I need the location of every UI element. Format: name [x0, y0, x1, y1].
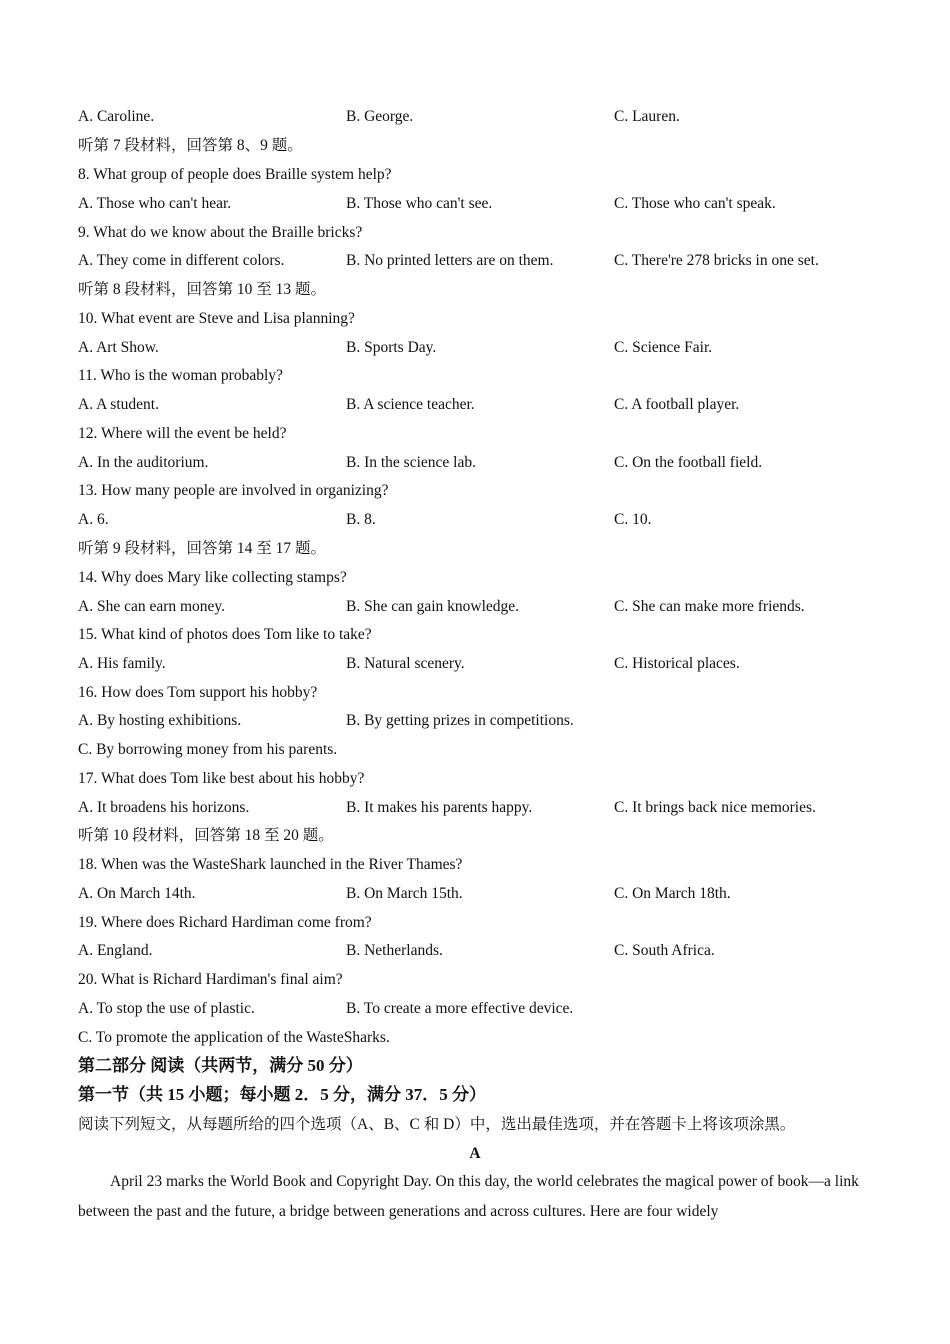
- q18-option-a: A. On March 14th.: [78, 885, 196, 902]
- section-10-heading: 听第 10 段材料，回答第 18 至 20 题。: [78, 827, 334, 844]
- q8-option-b: B. Those who can't see.: [346, 195, 493, 212]
- q8-stem: 8. What group of people does Braille system help?: [78, 166, 392, 183]
- q18-stem: 18. When was the WasteShark launched in the River Thames?: [78, 856, 463, 873]
- q7-option-b: B. George.: [346, 108, 414, 125]
- section-one-title: 第一节（共 15 小题；每小题 2．5 分，满分 37．5 分）: [78, 1085, 486, 1104]
- q18-option-c: C. On March 18th.: [614, 885, 731, 902]
- q19-option-a: A. England.: [78, 942, 153, 959]
- reading-instructions: 阅读下列短文，从每题所给的四个选项（A、B、C 和 D）中，选出最佳选项，并在答题卡上将该项涂黑。: [78, 1116, 796, 1133]
- q14-option-a: A. She can earn money.: [78, 598, 226, 615]
- q17-option-a: A. It broadens his horizons.: [78, 799, 250, 816]
- q13-option-c: C. 10.: [614, 511, 652, 528]
- q9-option-b: B. No printed letters are on them.: [346, 252, 554, 269]
- q11-option-a: A. A student.: [78, 396, 159, 413]
- q20-option-a: A. To stop the use of plastic.: [78, 1000, 255, 1017]
- q20-option-c: C. To promote the application of the WasteSharks.: [78, 1029, 390, 1046]
- passage-paragraph: April 23 marks the World Book and Copyright Day. On this day, the world celebrates the magical power of book—a link between the past and the future, a bridge between generations and across cultures. Here are four widely: [78, 1173, 859, 1220]
- q7-option-c: C. Lauren.: [614, 108, 680, 125]
- section-7-heading: 听第 7 段材料，回答第 8、9 题。: [78, 137, 303, 154]
- part-two-title: 第二部分 阅读（共两节，满分 50 分）: [78, 1056, 363, 1075]
- q7-option-a: A. Caroline.: [78, 108, 155, 125]
- section-9-heading: 听第 9 段材料，回答第 14 至 17 题。: [78, 540, 327, 557]
- q13-option-a: A. 6.: [78, 511, 109, 528]
- q19-option-b: B. Netherlands.: [346, 942, 443, 959]
- q17-option-b: B. It makes his parents happy.: [346, 799, 533, 816]
- q16-option-b: B. By getting prizes in competitions.: [346, 712, 574, 729]
- q10-option-b: B. Sports Day.: [346, 339, 437, 356]
- q15-option-b: B. Natural scenery.: [346, 655, 465, 672]
- q14-option-c: C. She can make more friends.: [614, 598, 805, 615]
- q20-option-b: B. To create a more effective device.: [346, 1000, 574, 1017]
- q19-stem: 19. Where does Richard Hardiman come from?: [78, 914, 372, 931]
- q9-option-c: C. There're 278 bricks in one set.: [614, 252, 819, 269]
- q17-option-c: C. It brings back nice memories.: [614, 799, 816, 816]
- q10-option-a: A. Art Show.: [78, 339, 159, 356]
- passage-label: A: [469, 1145, 481, 1162]
- q12-stem: 12. Where will the event be held?: [78, 425, 287, 442]
- q9-stem: 9. What do we know about the Braille bricks?: [78, 224, 363, 241]
- q10-option-c: C. Science Fair.: [614, 339, 713, 356]
- q11-option-c: C. A football player.: [614, 396, 740, 413]
- q17-stem: 17. What does Tom like best about his hobby?: [78, 770, 365, 787]
- section-8-heading: 听第 8 段材料，回答第 10 至 13 题。: [78, 281, 327, 298]
- q14-option-b: B. She can gain knowledge.: [346, 598, 520, 615]
- q15-option-a: A. His family.: [78, 655, 166, 672]
- q10-stem: 10. What event are Steve and Lisa planning?: [78, 310, 355, 327]
- q15-stem: 15. What kind of photos does Tom like to take?: [78, 626, 372, 643]
- q14-stem: 14. Why does Mary like collecting stamps?: [78, 569, 347, 586]
- q13-stem: 13. How many people are involved in organizing?: [78, 482, 389, 499]
- q16-option-a: A. By hosting exhibitions.: [78, 712, 242, 729]
- q8-option-a: A. Those who can't hear.: [78, 195, 232, 212]
- q16-option-c: C. By borrowing money from his parents.: [78, 741, 338, 758]
- q16-stem: 16. How does Tom support his hobby?: [78, 684, 318, 701]
- q20-stem: 20. What is Richard Hardiman's final aim?: [78, 971, 343, 988]
- q11-option-b: B. A science teacher.: [346, 396, 475, 413]
- q12-option-b: B. In the science lab.: [346, 454, 476, 471]
- q9-option-a: A. They come in different colors.: [78, 252, 285, 269]
- q8-option-c: C. Those who can't speak.: [614, 195, 776, 212]
- q11-stem: 11. Who is the woman probably?: [78, 367, 283, 384]
- q15-option-c: C. Historical places.: [614, 655, 740, 672]
- q13-option-b: B. 8.: [346, 511, 376, 528]
- q19-option-c: C. South Africa.: [614, 942, 715, 959]
- q12-option-c: C. On the football field.: [614, 454, 763, 471]
- q12-option-a: A. In the auditorium.: [78, 454, 209, 471]
- q18-option-b: B. On March 15th.: [346, 885, 463, 902]
